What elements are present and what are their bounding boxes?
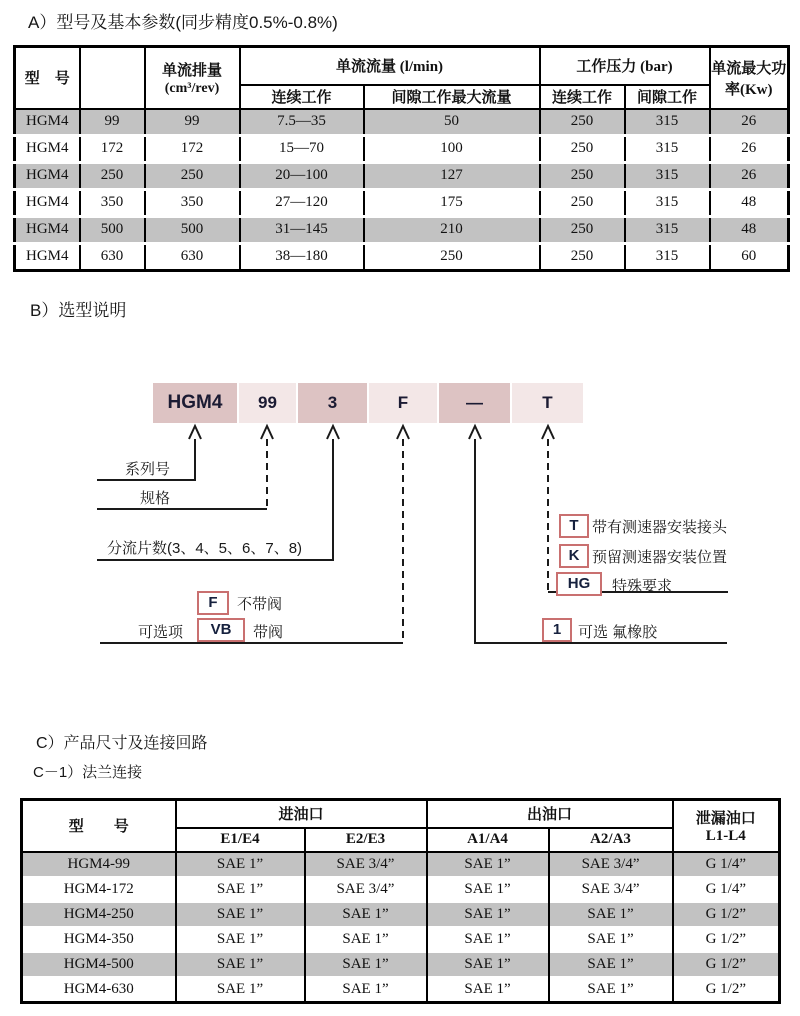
code-badge-k: K — [559, 544, 589, 568]
table-cell: 350 — [145, 189, 240, 216]
table-cell: 315 — [625, 135, 710, 162]
table-cell: HGM4 — [15, 135, 80, 162]
series-up-arrow-icon — [189, 426, 201, 439]
table-cell: 315 — [625, 243, 710, 270]
params-table — [13, 45, 790, 272]
table-cell: 38—180 — [240, 243, 364, 270]
table-cell: 315 — [625, 162, 710, 189]
table-cell: SAE 1” — [305, 952, 427, 977]
table-cell: SAE 1” — [427, 877, 549, 902]
table-cell: SAE 3/4” — [305, 877, 427, 902]
table-cell: 50 — [364, 109, 540, 136]
code-box-dash: — — [439, 383, 510, 423]
table-cell: SAE 3/4” — [549, 877, 673, 902]
table-row — [15, 216, 789, 243]
table-cell: 172 — [80, 135, 145, 162]
params-header-flow-group: 单流流量 (l/min) — [240, 47, 540, 85]
table-cell: 250 — [145, 162, 240, 189]
seal-up-arrow-icon — [469, 426, 481, 439]
t-description: 带有测速器安装接头 — [592, 519, 728, 536]
displacement-title: 单流排量 — [161, 62, 222, 79]
table-row — [22, 877, 780, 902]
table-cell: G 1/2” — [673, 952, 780, 977]
table-cell: HGM4 — [15, 243, 80, 270]
params-header-pressure-intermittent: 间隙工作 — [625, 85, 710, 109]
table-cell: SAE 1” — [427, 977, 549, 1003]
series-label: 系列号 — [125, 461, 171, 478]
code-box-valve: F — [369, 383, 437, 423]
table-cell: 350 — [80, 189, 145, 216]
table-cell: SAE 3/4” — [549, 852, 673, 877]
params-table-body — [15, 109, 789, 271]
table-cell: SAE 1” — [549, 977, 673, 1003]
table-cell: SAE 1” — [176, 927, 305, 952]
params-header-model: 型 号 — [15, 47, 80, 109]
table-cell: 250 — [540, 109, 625, 136]
table-cell: 27—120 — [240, 189, 364, 216]
ports-header-model: 型 号 — [22, 800, 176, 852]
table-cell: 31—145 — [240, 216, 364, 243]
ports-header-inlet-2: E2/E3 — [305, 828, 427, 852]
table-cell: 7.5—35 — [240, 109, 364, 136]
table-cell: 99 — [145, 109, 240, 136]
valve-up-arrow-icon — [397, 426, 409, 439]
option-label: 可选项 — [138, 624, 184, 641]
table-cell: SAE 1” — [549, 952, 673, 977]
table-cell: 26 — [710, 162, 789, 189]
params-header-pressure-continuous: 连续工作 — [540, 85, 625, 109]
table-row — [22, 852, 780, 877]
code-box-series: HGM4 — [153, 383, 237, 423]
code-box-spec: 99 — [239, 383, 296, 423]
k-description: 预留测速器安装位置 — [592, 549, 728, 566]
section-c-title: C）产品尺寸及连接回路 — [36, 735, 208, 752]
table-cell: G 1/4” — [673, 852, 780, 877]
ports-header-inlet-1: E1/E4 — [176, 828, 305, 852]
table-row — [15, 189, 789, 216]
table-row — [22, 977, 780, 1003]
params-header-flow-intermittent: 间隙工作最大流量 — [364, 85, 540, 109]
table-cell: SAE 1” — [176, 902, 305, 927]
table-cell: 250 — [80, 162, 145, 189]
table-cell: SAE 1” — [176, 952, 305, 977]
table-cell: 99 — [80, 109, 145, 136]
params-header-row-1 — [15, 47, 789, 85]
table-cell: G 1/2” — [673, 977, 780, 1003]
table-cell: 20—100 — [240, 162, 364, 189]
table-cell: 315 — [625, 216, 710, 243]
params-header-pressure-group: 工作压力 (bar) — [540, 47, 710, 85]
table-cell: SAE 1” — [427, 952, 549, 977]
ports-header-outlet-2: A2/A3 — [549, 828, 673, 852]
table-cell: G 1/4” — [673, 877, 780, 902]
code-box-tacho: T — [512, 383, 583, 423]
table-cell: G 1/2” — [673, 927, 780, 952]
code-badge-1: 1 — [542, 618, 572, 642]
table-cell: 175 — [364, 189, 540, 216]
code-badge-t: T — [559, 514, 589, 538]
table-cell: HGM4-630 — [22, 977, 176, 1003]
table-cell: HGM4 — [15, 109, 80, 136]
section-c1-title: C－1）法兰连接 — [33, 764, 143, 781]
table-cell: SAE 1” — [427, 927, 549, 952]
table-cell: SAE 1” — [427, 902, 549, 927]
table-cell: 500 — [145, 216, 240, 243]
table-cell: 60 — [710, 243, 789, 270]
table-cell: 250 — [540, 216, 625, 243]
table-cell: 315 — [625, 109, 710, 136]
table-cell: 315 — [625, 189, 710, 216]
table-cell: SAE 1” — [427, 852, 549, 877]
table-cell: 500 — [80, 216, 145, 243]
table-row — [22, 902, 780, 927]
table-cell: SAE 1” — [176, 877, 305, 902]
splitter-up-arrow-icon — [327, 426, 339, 439]
table-cell: SAE 1” — [176, 977, 305, 1003]
code-box-splitter: 3 — [298, 383, 367, 423]
f-description: 不带阀 — [237, 596, 283, 613]
code-badge-vb: VB — [197, 618, 245, 642]
params-header-displacement — [145, 47, 240, 109]
table-row — [15, 162, 789, 189]
ports-header-outlet-group: 出油口 — [427, 800, 673, 828]
table-cell: HGM4-350 — [22, 927, 176, 952]
table-row — [15, 135, 789, 162]
table-cell: 250 — [540, 243, 625, 270]
section-b-title: B）选型说明 — [30, 301, 127, 320]
table-cell: SAE 3/4” — [305, 852, 427, 877]
ports-header-outlet-1: A1/A4 — [427, 828, 549, 852]
table-cell: 250 — [540, 162, 625, 189]
table-cell: HGM4-172 — [22, 877, 176, 902]
table-cell: SAE 1” — [176, 852, 305, 877]
code-badge-hg: HG — [556, 572, 602, 596]
table-row — [15, 109, 789, 136]
table-cell: 250 — [540, 189, 625, 216]
leak-sub-title: L1-L4 — [705, 827, 746, 844]
table-cell: 172 — [145, 135, 240, 162]
seal-option-connector-line — [475, 439, 727, 643]
displacement-unit: (cm³/rev) — [164, 80, 220, 96]
table-cell: 250 — [540, 135, 625, 162]
table-cell: 127 — [364, 162, 540, 189]
table-cell: SAE 1” — [305, 927, 427, 952]
leak-group-title: 泄漏油口 — [695, 810, 756, 827]
table-cell: 26 — [710, 109, 789, 136]
table-cell: SAE 1” — [549, 902, 673, 927]
seal-description: 可选 氟橡胶 — [578, 624, 658, 641]
table-cell: G 1/2” — [673, 902, 780, 927]
section-a-title: A）型号及基本参数(同步精度0.5%-0.8%) — [28, 13, 338, 32]
table-cell: 210 — [364, 216, 540, 243]
ports-header-leak — [673, 800, 780, 852]
table-cell: 100 — [364, 135, 540, 162]
vb-description: 带阀 — [253, 624, 284, 641]
params-header-spec-blank — [80, 47, 145, 109]
table-cell: SAE 1” — [305, 902, 427, 927]
splitter-count-label: 分流片数(3、4、5、6、7、8) — [107, 540, 303, 557]
spec-up-arrow-icon — [261, 426, 273, 439]
table-cell: HGM4-99 — [22, 852, 176, 877]
table-cell: HGM4-250 — [22, 902, 176, 927]
table-cell: 15—70 — [240, 135, 364, 162]
tacho-up-arrow-icon — [542, 426, 554, 439]
table-cell: 250 — [364, 243, 540, 270]
hg-description: 特殊要求 — [612, 578, 673, 595]
table-cell: 26 — [710, 135, 789, 162]
table-cell: HGM4 — [15, 162, 80, 189]
table-cell: SAE 1” — [305, 977, 427, 1003]
table-cell: SAE 1” — [549, 927, 673, 952]
table-cell: 48 — [710, 216, 789, 243]
params-header-flow-continuous: 连续工作 — [240, 85, 364, 109]
table-cell: HGM4-500 — [22, 952, 176, 977]
table-row — [22, 952, 780, 977]
selection-diagram — [0, 375, 800, 665]
ports-header-inlet-group: 进油口 — [176, 800, 427, 828]
spec-label: 规格 — [140, 490, 171, 507]
ports-table — [20, 798, 781, 1004]
code-badge-f: F — [197, 591, 229, 615]
table-cell: HGM4 — [15, 189, 80, 216]
params-header-power: 单流最大功率(Kw) — [710, 47, 789, 109]
table-cell: HGM4 — [15, 216, 80, 243]
ports-header-row-1 — [22, 800, 780, 828]
table-cell: 630 — [80, 243, 145, 270]
ports-table-body — [22, 852, 780, 1003]
table-row — [15, 243, 789, 270]
table-row — [22, 927, 780, 952]
table-cell: 630 — [145, 243, 240, 270]
table-cell: 48 — [710, 189, 789, 216]
